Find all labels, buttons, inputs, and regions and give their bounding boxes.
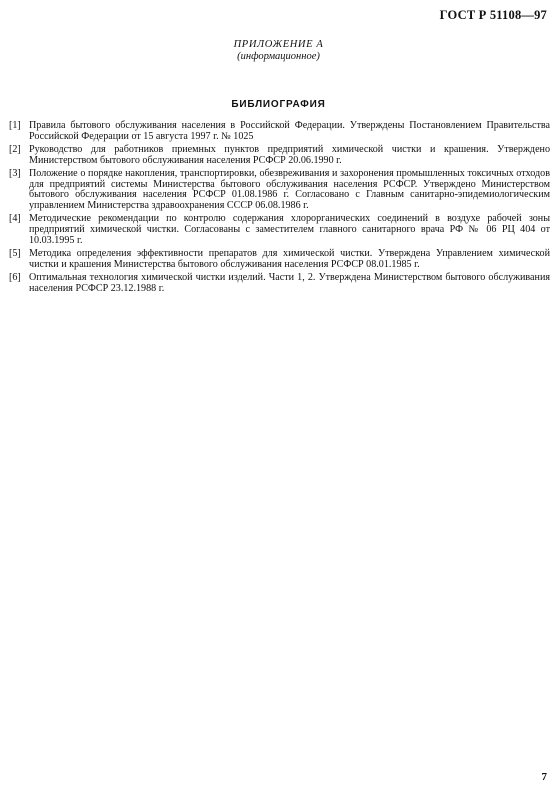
standard-code-header: ГОСТ Р 51108—97 (439, 8, 547, 22)
reference-text: Методические рекомендации по контролю содержания хлорорганических соединений в воздухе рабочей зоны предприятий химической чистки. Согласованы с заместителем главного санитарного врача РФ № 06 РЦ 404 от 10.03.1995 г. (29, 213, 550, 247)
reference-number: [2] (9, 143, 21, 155)
reference-number: [3] (9, 167, 21, 179)
reference-text: Оптимальная технология химической чистки изделий. Части 1, 2. Утверждена Министерством бытового обслуживания населения РСФСР 23.12.1988 г. (29, 271, 550, 294)
reference-number: [4] (9, 213, 21, 225)
reference-number: [1] (9, 120, 21, 131)
reference-text: Положение о порядке накопления, транспортировки, обезвреживания и захоронения промышленных токсичных отходов для предприятий системы Министерства бытового обслуживания населения РСФСР. Утверждено Министерством бытового обслуживания населения РСФСР 01.08.1986 г. Согласовано с Главным санитарно-эпидемиологическим управлением Министерства здравоохранения СССР 06.08.1986 г. (29, 167, 550, 212)
bibliography-item (9, 249, 550, 271)
bibliography-item (9, 121, 550, 143)
page-number: 7 (541, 771, 547, 783)
bibliography-title: БИБЛИОГРАФИЯ (231, 99, 326, 110)
appendix-heading (0, 39, 557, 62)
appendix-note: (информационное) (237, 50, 320, 62)
bibliography-item (9, 145, 550, 167)
reference-text: Методика определения эффективности препаратов для химической чистки. Утверждена Управлением химической чистки и крашения Министерства бытового обслуживания населения РСФСР 08.01.1985 г. (29, 247, 550, 270)
bibliography-list (9, 121, 550, 297)
reference-text: Руководство для работников приемных пунктов предприятий химической чистки и крашения. Утверждено Министерством бытового обслуживания населения РСФСР 20.06.1990 г. (29, 143, 550, 166)
reference-text: Правила бытового обслуживания населения в Российской Федерации. Утверждены Постановлением Правительства Российской Федерации от 15 августа 1997 г. № 1025 (29, 120, 550, 142)
bibliography-item (9, 273, 550, 295)
bibliography-item (9, 214, 550, 247)
appendix-label: ПРИЛОЖЕНИЕ А (233, 39, 324, 50)
reference-number: [5] (9, 247, 21, 259)
reference-number: [6] (9, 271, 21, 283)
bibliography-item (9, 169, 550, 213)
